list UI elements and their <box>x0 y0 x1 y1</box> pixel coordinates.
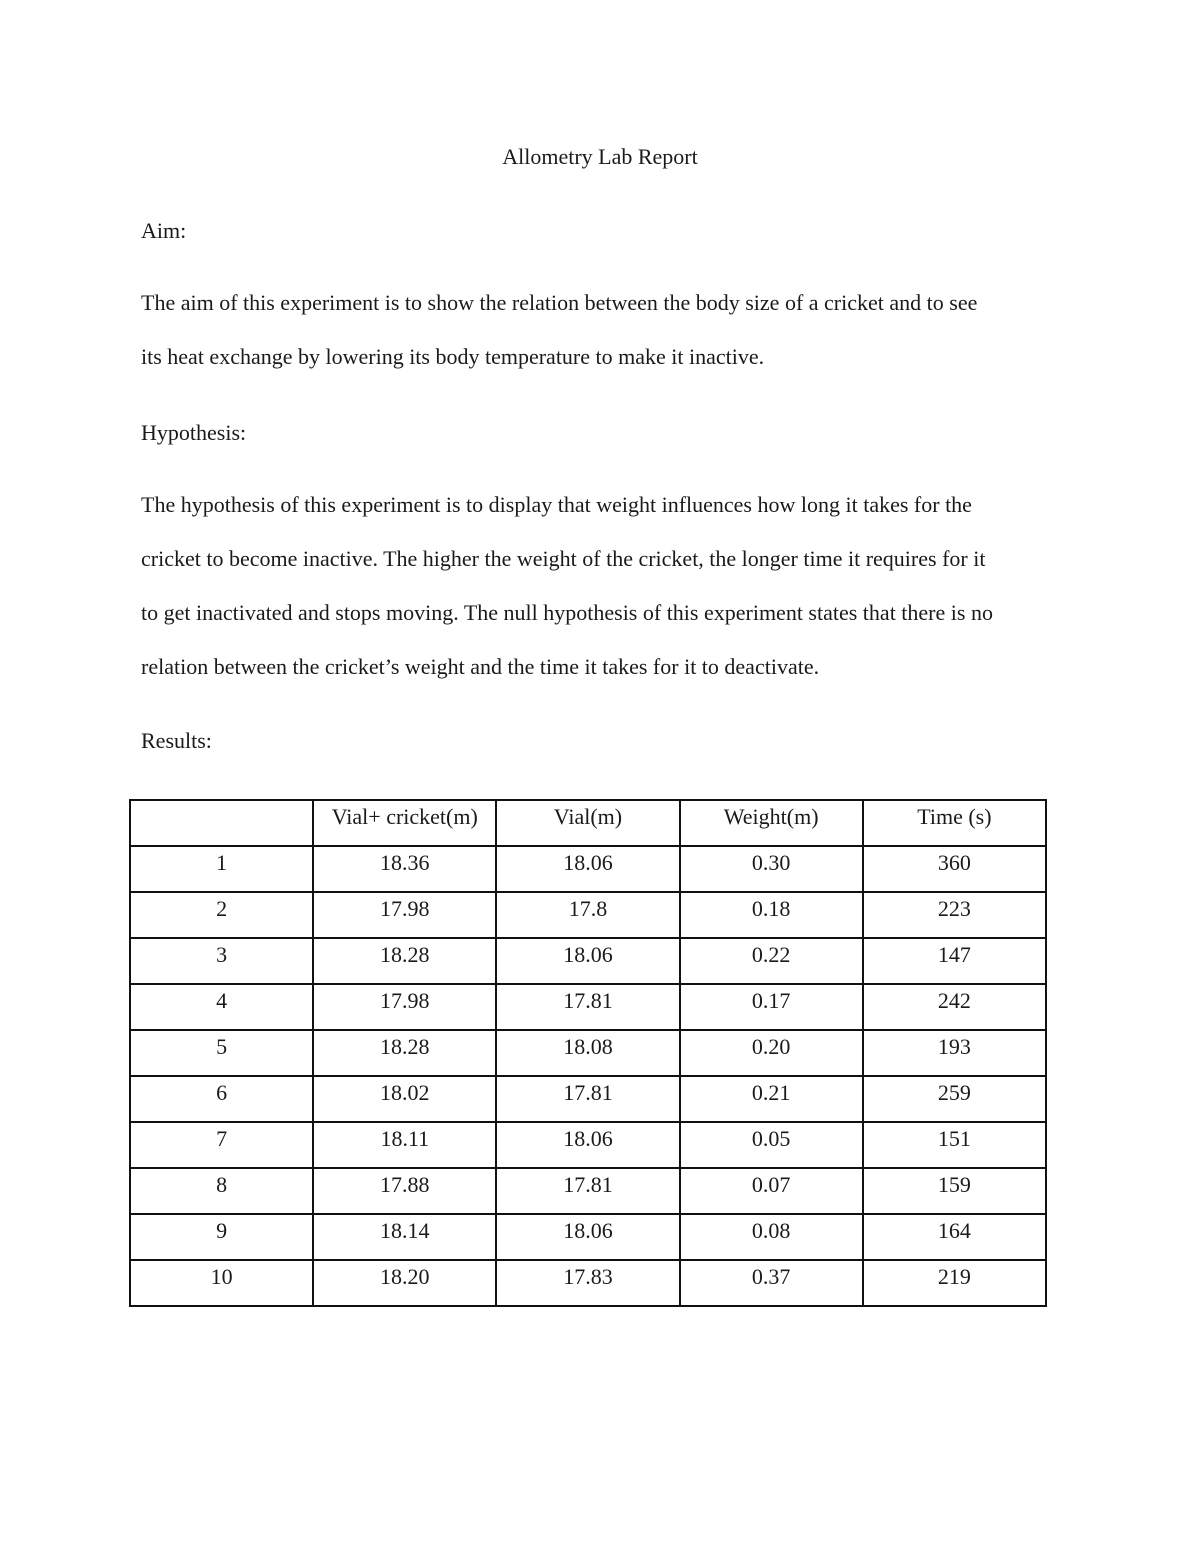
table-cell: 17.88 <box>313 1168 496 1214</box>
table-cell: 18.11 <box>313 1122 496 1168</box>
trial-number-cell: 4 <box>130 984 313 1030</box>
table-cell: 18.28 <box>313 938 496 984</box>
table-cell: 0.30 <box>680 846 863 892</box>
table-header-row <box>130 800 1046 846</box>
table-header-cell: Time (s) <box>863 800 1046 846</box>
table-header-cell <box>130 800 313 846</box>
results-table-body <box>130 846 1046 1306</box>
hypothesis-line: cricket to become inactive. The higher the weight of the cricket, the longer time it requires for it <box>141 546 986 571</box>
table-cell: 18.06 <box>496 846 679 892</box>
table-header-cell: Vial+ cricket(m) <box>313 800 496 846</box>
trial-number-cell: 3 <box>130 938 313 984</box>
table-cell: 18.28 <box>313 1030 496 1076</box>
table-row <box>130 1030 1046 1076</box>
trial-number-cell: 9 <box>130 1214 313 1260</box>
hypothesis-line: The hypothesis of this experiment is to display that weight influences how long it takes for the <box>141 492 972 517</box>
table-row <box>130 1260 1046 1306</box>
table-cell: 151 <box>863 1122 1046 1168</box>
table-cell: 17.8 <box>496 892 679 938</box>
table-cell: 0.05 <box>680 1122 863 1168</box>
trial-number-cell: 1 <box>130 846 313 892</box>
table-cell: 17.98 <box>313 892 496 938</box>
table-cell: 18.20 <box>313 1260 496 1306</box>
table-cell: 18.06 <box>496 1214 679 1260</box>
hypothesis-heading: Hypothesis: <box>141 420 247 445</box>
table-cell: 18.14 <box>313 1214 496 1260</box>
table-cell: 147 <box>863 938 1046 984</box>
trial-number-cell: 7 <box>130 1122 313 1168</box>
table-cell: 360 <box>863 846 1046 892</box>
trial-number-cell: 6 <box>130 1076 313 1122</box>
table-row <box>130 1168 1046 1214</box>
aim-line: The aim of this experiment is to show the relation between the body size of a cricket and to see <box>141 290 978 315</box>
table-header-cell: Weight(m) <box>680 800 863 846</box>
trial-number-cell: 2 <box>130 892 313 938</box>
table-cell: 0.18 <box>680 892 863 938</box>
table-cell: 0.17 <box>680 984 863 1030</box>
table-header-cell: Vial(m) <box>496 800 679 846</box>
results-table <box>129 799 1047 1307</box>
table-cell: 242 <box>863 984 1046 1030</box>
trial-number-cell: 8 <box>130 1168 313 1214</box>
trial-number-cell: 5 <box>130 1030 313 1076</box>
aim-line: its heat exchange by lowering its body temperature to make it inactive. <box>141 344 765 369</box>
table-row <box>130 984 1046 1030</box>
table-row <box>130 1122 1046 1168</box>
table-cell: 0.08 <box>680 1214 863 1260</box>
table-cell: 17.98 <box>313 984 496 1030</box>
table-cell: 17.81 <box>496 984 679 1030</box>
table-cell: 18.06 <box>496 938 679 984</box>
table-cell: 0.07 <box>680 1168 863 1214</box>
table-cell: 0.22 <box>680 938 863 984</box>
table-cell: 259 <box>863 1076 1046 1122</box>
table-row <box>130 846 1046 892</box>
table-cell: 219 <box>863 1260 1046 1306</box>
trial-number-cell: 10 <box>130 1260 313 1306</box>
table-cell: 18.02 <box>313 1076 496 1122</box>
table-cell: 17.81 <box>496 1076 679 1122</box>
table-row <box>130 1214 1046 1260</box>
table-cell: 17.81 <box>496 1168 679 1214</box>
table-cell: 17.83 <box>496 1260 679 1306</box>
table-cell: 193 <box>863 1030 1046 1076</box>
table-cell: 18.08 <box>496 1030 679 1076</box>
aim-paragraph <box>141 276 1061 384</box>
document-title: Allometry Lab Report <box>502 144 698 169</box>
hypothesis-line: relation between the cricket’s weight and the time it takes for it to deactivate. <box>141 654 820 679</box>
table-cell: 0.21 <box>680 1076 863 1122</box>
hypothesis-paragraph <box>141 478 1061 694</box>
results-heading: Results: <box>141 728 212 753</box>
table-row <box>130 938 1046 984</box>
table-cell: 18.36 <box>313 846 496 892</box>
table-cell: 0.20 <box>680 1030 863 1076</box>
hypothesis-line: to get inactivated and stops moving. The null hypothesis of this experiment states that there is no <box>141 600 993 625</box>
table-cell: 223 <box>863 892 1046 938</box>
table-cell: 0.37 <box>680 1260 863 1306</box>
table-cell: 164 <box>863 1214 1046 1260</box>
aim-heading: Aim: <box>141 218 187 243</box>
table-row <box>130 892 1046 938</box>
table-cell: 18.06 <box>496 1122 679 1168</box>
table-cell: 159 <box>863 1168 1046 1214</box>
table-row <box>130 1076 1046 1122</box>
